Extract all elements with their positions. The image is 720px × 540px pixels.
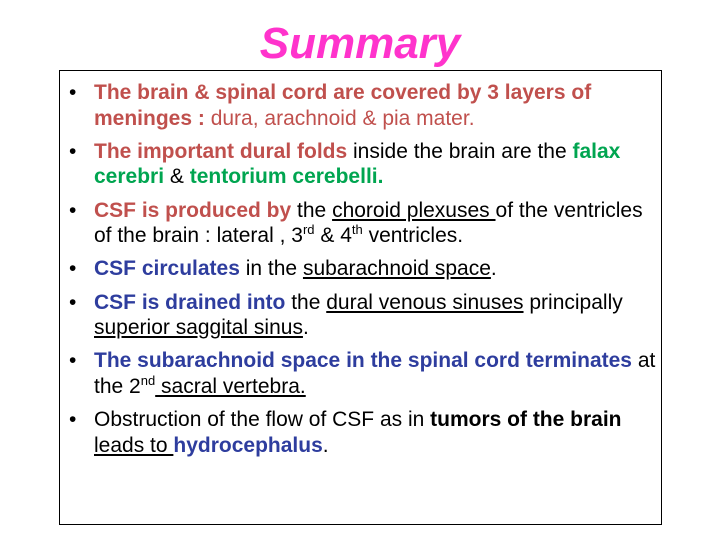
csf-produced-label: CSF is produced by [94, 198, 292, 222]
hydrocephalus-period: . [322, 433, 329, 457]
superscript-nd: nd [140, 372, 156, 388]
dural-folds-text: inside the brain are the [347, 139, 573, 163]
csf-circulates-period: . [490, 257, 497, 281]
sacral-vertebra: sacral vertebra. [155, 374, 306, 398]
list-item-csf-production [94, 198, 662, 249]
list-item-dural-folds [94, 139, 662, 190]
csf-drained-label: CSF is drained into [94, 290, 286, 314]
ventricles-and-4: & 4 [314, 224, 352, 248]
dural-folds-and: & [164, 165, 190, 189]
superscript-rd: rd [302, 222, 315, 238]
ventricles-text: of the ventricles of the brain : lateral , 3 [94, 198, 643, 248]
superior-saggital-sinus: superior saggital sinus [94, 316, 303, 340]
ventricles-end: ventricles. [362, 224, 464, 248]
list-item-hydrocephalus [94, 407, 662, 458]
list-item-csf-circulation [94, 256, 662, 282]
choroid-plexuses: choroid plexuses [332, 198, 496, 222]
csf-produced-the: the [291, 198, 333, 222]
superscript-th: th [351, 222, 363, 238]
dural-folds-label: The important dural folds [94, 139, 348, 163]
list-item-csf-drainage [94, 290, 662, 341]
csf-circulates-label: CSF circulates [94, 257, 240, 281]
meninges-statement: The brain & spinal cord are covered by 3 layers of meninges : [94, 81, 592, 130]
subarachnoid-space: subarachnoid space [302, 257, 491, 281]
meninges-layers: dura, arachnoid & pia mater. [210, 106, 475, 130]
tentorium-cerebelli: tentorium cerebelli. [189, 165, 384, 189]
csf-drained-the: the [285, 290, 327, 314]
csf-drained-period: . [302, 316, 309, 340]
dural-venous-sinuses: dural venous sinuses [326, 290, 524, 314]
csf-circulates-in: in the [239, 257, 303, 281]
principally-text: principally [523, 290, 623, 314]
tumors-of-brain: tumors of the brain [430, 408, 622, 432]
list-item-spinal-cord [94, 348, 662, 399]
falx-cerebri: falax cerebri [94, 139, 621, 189]
obstruction-text: Obstruction of the flow of CSF as in [94, 408, 431, 432]
list-item-meninges [94, 80, 662, 131]
summary-list [94, 80, 662, 466]
slide-title: Summary [259, 19, 461, 68]
subarachnoid-terminates: The subarachnoid space in the spinal cord terminates [94, 349, 632, 373]
leads-to: leads to [94, 433, 174, 457]
at-the-2: at the 2 [94, 349, 656, 398]
hydrocephalus: hydrocephalus [173, 433, 323, 457]
